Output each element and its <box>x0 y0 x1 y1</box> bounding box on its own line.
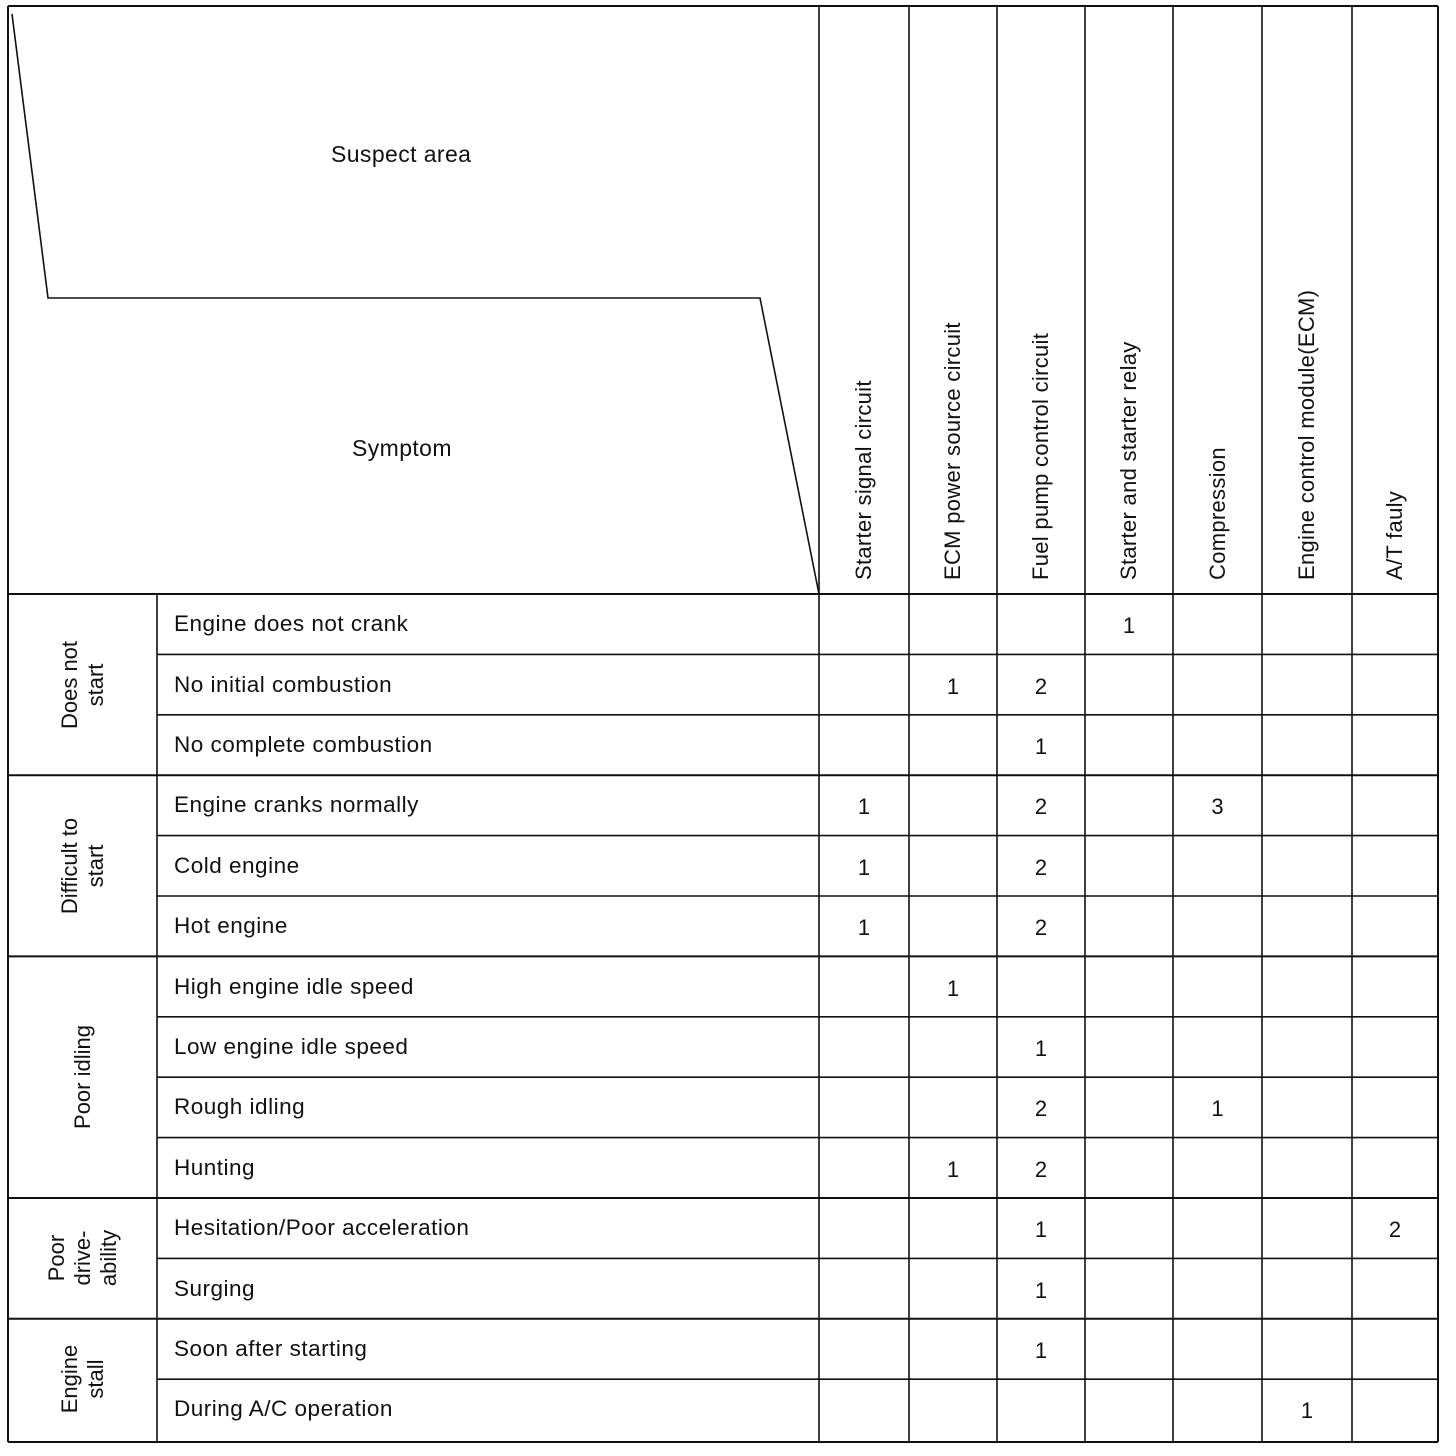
group-label-line: Does not <box>56 640 82 729</box>
column-header: Compression <box>1204 447 1230 580</box>
group-label <box>57 1345 109 1414</box>
symptom-label: During A/C operation <box>174 1396 393 1422</box>
priority-value: 2 <box>1388 1217 1402 1243</box>
symptom-label: No complete combustion <box>174 732 433 757</box>
priority-value: 1 <box>946 1156 960 1182</box>
group-label-line: Poor idling <box>69 1025 95 1130</box>
column-header: ECM power source circuit <box>940 322 965 580</box>
group-label-line: drive- <box>69 1230 95 1286</box>
symptom-label: Soon after starting <box>174 1336 368 1361</box>
column-header: Starter signal circuit <box>851 380 876 580</box>
column-header: Engine control module(ECM) <box>1294 289 1319 580</box>
priority-value: 2 <box>1034 673 1048 699</box>
symptom-label: No initial combustion <box>174 671 393 697</box>
column-header: Starter and starter relay <box>1116 341 1141 580</box>
group-label-line: stall <box>82 1359 108 1399</box>
priority-value: 2 <box>1034 794 1048 820</box>
priority-value: 1 <box>946 673 960 699</box>
column-header: A/T fauly <box>1382 490 1407 580</box>
priority-value: 1 <box>857 915 871 941</box>
symptom-label: Hot engine <box>174 913 288 939</box>
priority-value: 2 <box>1034 854 1048 880</box>
symptom-label: Engine cranks normally <box>174 792 419 818</box>
priority-value: 1 <box>1034 734 1048 759</box>
symptom-label: Hunting <box>174 1154 256 1180</box>
group-label <box>44 1230 122 1286</box>
priority-value: 1 <box>857 854 871 880</box>
symptom-label: Surging <box>174 1275 256 1301</box>
priority-value: 3 <box>1211 794 1224 820</box>
group-label-line: start <box>82 663 108 706</box>
symptom-label: Rough idling <box>174 1094 306 1120</box>
priority-value: 1 <box>1034 1338 1048 1363</box>
priority-value: 1 <box>1034 1217 1048 1243</box>
group-label <box>57 641 109 729</box>
group-label-line: Difficult to <box>56 817 82 914</box>
header-diagonal-divider <box>12 14 819 594</box>
suspect-area-label: Suspect area <box>331 141 472 167</box>
symptom-label: Engine does not crank <box>174 611 409 637</box>
symptom-label: Hesitation/Poor acceleration <box>174 1215 470 1241</box>
priority-value: 1 <box>857 794 871 820</box>
priority-value: 1 <box>1211 1096 1224 1122</box>
symptom-label: Symptom <box>352 435 452 461</box>
priority-value: 2 <box>1034 1156 1048 1182</box>
group-label-line: ability <box>95 1230 121 1287</box>
symptom-label: High engine idle speed <box>174 973 414 999</box>
group-label-line: start <box>82 844 108 888</box>
priority-value: 1 <box>1300 1398 1314 1424</box>
group-label-line: Poor <box>43 1235 69 1282</box>
priority-value: 1 <box>1034 1277 1048 1303</box>
group-label <box>70 1025 96 1129</box>
column-header: Fuel pump control circuit <box>1028 332 1053 580</box>
symptom-label: Cold engine <box>174 852 300 878</box>
group-label <box>57 818 109 914</box>
priority-value: 2 <box>1034 1096 1048 1122</box>
group-label-line: Engine <box>56 1344 82 1414</box>
symptom-label: Low engine idle speed <box>174 1034 409 1059</box>
priority-value: 1 <box>1122 613 1136 639</box>
priority-value: 1 <box>946 975 960 1001</box>
priority-value: 1 <box>1034 1036 1048 1061</box>
priority-value: 2 <box>1034 915 1048 941</box>
